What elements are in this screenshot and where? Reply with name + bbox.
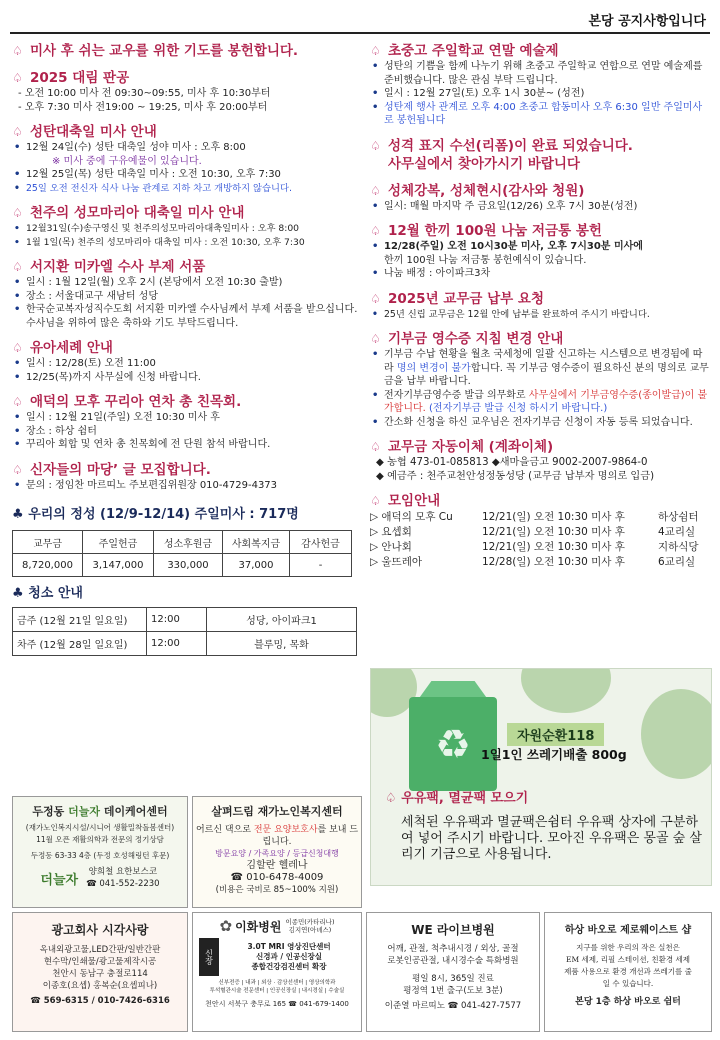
notice-line: • 장소 : 하상 쉼터 <box>12 425 358 439</box>
bell-icon: ♤ <box>12 44 23 58</box>
ad-ewha-hospital: ✿ 이화병원 이종민(카타리나) 김지연(아녜스) 신장 3.0T MRI 영상진단센터 신경과 / 인공신장실 종합건강검진센터 확장 신부전증 | 내과 | 외상 · 감상선센터 | 영상의학과 투석혈관시술 전문센터 | 인공신장실 | 내시경실 | 수술실 천안시 서북구 충무로 165 ☎ 041-679-1400 <box>192 912 362 1032</box>
bell-icon: ♤ <box>370 224 381 238</box>
leaf-decoration <box>521 668 611 713</box>
notice-tithe <box>370 290 712 322</box>
notice-line: • 일시 : 12월 27일(토) 오후 1시 30분~ (성전) <box>370 87 712 101</box>
highlight-text: (전자기부금 발급 신청 하시기 바랍니다.) <box>425 403 608 414</box>
table-header-cell: 성소후원금 <box>154 531 223 554</box>
recycle-box <box>370 668 712 886</box>
notice-benediction <box>370 182 712 214</box>
table-cell: 37,000 <box>223 554 290 577</box>
notice-line: • 25년 신립 교무금은 12월 안에 납부를 완료하여 주시기 바랍니다. <box>370 308 712 322</box>
table-cell: 8,720,000 <box>13 554 83 577</box>
section-title: 12월 한끼 100원 나눔 저금통 봉헌 <box>388 223 602 239</box>
notice-line: • 전자기부금영수증 발급 의무화로 사무실에서 기부금영수증(종이발급)이 불가합니다. (전자기부금 발급 신청 하시기 바랍니다.) <box>370 389 712 416</box>
recycle-banner: 자원순환118 <box>507 723 604 746</box>
notice-line: • 일시 : 12/28(토) 오전 11:00 <box>12 357 358 371</box>
notice-infant-baptism <box>12 339 358 384</box>
spade-icon: ♣ <box>12 507 24 522</box>
bell-icon: ♤ <box>12 462 23 477</box>
notice-arts-festival <box>370 42 712 128</box>
bell-icon: ♤ <box>12 206 23 220</box>
section-title: 기부금 영수증 지침 변경 안내 <box>388 331 564 347</box>
notice-line: • 12/28(주일) 오전 10시30분 미사, 오후 7시30분 미사에 <box>370 240 712 254</box>
bell-icon: ♤ <box>370 332 381 346</box>
list-item: ▷ 울뜨레아 12/28(일) 오전 10:30 미사 후 6교리실 <box>370 556 696 568</box>
page-header <box>0 0 720 34</box>
notice-line: • 1월 1일(목) 천주의 성모마리아 대축일 미사 : 오전 10:30, 오후 7:30 <box>12 236 358 250</box>
notice-line: • 12월 25일(목) 성탄 대축일 미사 : 오전 10:30, 오후 7:30 <box>12 168 358 182</box>
recycle-subbanner: 1일1인 쓰레기배출 800g <box>481 747 627 762</box>
notice-line: • 한국순교복자성직수도회 서지환 미카엘 수사님께서 부제 서품을 받으십니다. 수사님을 위하여 많은 축하와 기도 부탁드립니다. <box>12 303 358 330</box>
daycare-logo: 더늘자 <box>40 872 79 888</box>
bell-icon: ♤ <box>12 341 23 355</box>
bell-icon: ♤ <box>370 440 381 454</box>
table-header-cell: 주일헌금 <box>83 531 154 554</box>
notice-line: 한끼 100원 나눔 저금통 봉헌예식이 있습니다. <box>384 254 587 266</box>
header-divider <box>10 32 710 34</box>
notice-line: • 꾸리아 회합 및 연차 총 친목회에 전 단원 참석 바랍니다. <box>12 438 358 452</box>
section-title: 2025년 교무금 납부 요청 <box>388 290 545 307</box>
bell-icon: ♤ <box>370 44 381 58</box>
notice-line: • 성탄제 행사 관계로 오후 4:00 초중고 합동미사 오후 6:30 일반 주일미사 로 봉헌됩니다 <box>370 101 712 128</box>
notice-line: • 간소화 신청을 하신 교우님은 전자기부금 신청이 자동 등록 되었습니다. <box>370 416 712 430</box>
table-cell: 차주 (12월 28일 일요일) <box>13 632 147 656</box>
recycle-icon: ♻ <box>435 722 471 768</box>
notice-meetings <box>370 492 712 570</box>
notice-line: • 일시: 매월 마지막 주 금요일(12/26) 오후 7시 30분(성전) <box>370 200 712 214</box>
table-header-cell: 교무금 <box>13 531 83 554</box>
table-header-cell: 감사헌금 <box>290 531 352 554</box>
left-column <box>12 42 358 656</box>
page-title: 본당 공지사항입니다 <box>588 14 706 29</box>
notice-line: • 문의 : 정임찬 마르띠노 주보편집위원장 010-4729-4373 <box>12 479 358 493</box>
section-title: 서지환 미카엘 수사 부제 서품 <box>30 259 206 275</box>
notice-christmas-mass <box>12 123 358 195</box>
table-cell: 블루밍, 목화 <box>207 632 357 656</box>
section-title: 천주의 성모마리아 대축일 미사 안내 <box>30 205 245 221</box>
notice-line: • 12/25(목)까지 사무실에 신청 바랍니다. <box>12 371 358 385</box>
table-header-cell: 사회복지금 <box>223 531 290 554</box>
ad-daycare: 두정동 더늘자 데이케어센터 (재가노인복지시설/시니어 생활밀착돌봄센터) 11월 오픈 재활의학과 전문의 정기상담 두정동 63-33 4층 (두정 호성해링턴 후문) 더늘자 양희철 요한보스코 ☎ 041-552-2230 <box>12 796 188 908</box>
bell-icon: ♤ <box>385 791 402 806</box>
highlight-text: 명의 변경이 불가 <box>396 362 471 374</box>
notice-line: • 일시 : 1월 12일(월) 오후 2시 (본당에서 오전 10:30 출발) <box>12 276 358 290</box>
offering-title: 우리의 정성 (12/9-12/14) 주일미사 : 717명 <box>28 507 299 522</box>
table-cell: 3,147,000 <box>83 554 154 577</box>
cleaning-table <box>12 607 357 656</box>
table-cell: 330,000 <box>154 554 223 577</box>
table-cell: - <box>290 554 352 577</box>
ad-advertising: 광고회사 시각사랑 옥내외광고물,LED간판/일반간판 현수막/인쇄물/광고물제작시공 천안시 동남구 충절로114 이종호(요셉) 홍복순(요셉피나) ☎ 569-6315 / 010-7426-6316 <box>12 912 188 1032</box>
section-title: 교무금 자동이체 (계좌이체) <box>388 439 554 455</box>
bell-icon: ♤ <box>12 260 23 274</box>
section-title: 성격 표지 수선(리폼)이 완료 되었습니다. <box>388 137 633 154</box>
notice-line: - 오후 7:30 미사 전19:00 ~ 19:25, 미사 후 20:00부터 <box>18 101 268 113</box>
bell-icon: ♤ <box>370 138 381 153</box>
notice-piggybank <box>370 222 712 281</box>
section-title: 2025 대림 판공 <box>30 70 130 86</box>
notice-line: • 일시 : 12월 21일(주일) 오전 10:30 미사 후 <box>12 411 358 425</box>
notice-line: • 나눔 배정 : 아이파크3차 <box>370 267 712 281</box>
bell-icon: ♤ <box>12 125 23 139</box>
table-header-row <box>13 531 352 554</box>
table-cell: 12:00 <box>147 632 207 656</box>
table-cell: 성당, 아이파크1 <box>207 608 357 632</box>
notice-line: • 기부금 수납 현황을 월초 국세청에 일괄 신고하는 시스템으로 변경됨에 따라 명의 변경이 불가합니다. 꼭 기부금 영수증이 필요하신 분의 명의로 교무금을 납부 바랍니다. <box>370 348 712 389</box>
notice-line: ◆ 농협 473-01-085813 ◆새마을금고 9002-2007-9864-0 <box>376 457 648 468</box>
notice-autopay <box>370 438 712 483</box>
bell-icon: ♤ <box>370 291 381 306</box>
notice-donation-receipt <box>370 330 712 429</box>
table-cell: 12:00 <box>147 608 207 632</box>
bell-icon: ♤ <box>12 71 23 85</box>
bell-icon: ♤ <box>370 494 381 508</box>
meeting-list <box>370 510 712 570</box>
list-item: ▷ 요셉회 12/21(일) 오전 10:30 미사 후 4교리실 <box>370 526 696 538</box>
table-cell: 금주 (12월 21일 일요일) <box>13 608 147 632</box>
notice-line: - 오전 10:00 미사 전 09:30~09:55, 미사 후 10:30부터 <box>18 88 271 99</box>
notice-line: • 장소 : 서울대교구 새남터 성당 <box>12 290 358 304</box>
section-title: 성탄대축일 미사 안내 <box>30 124 157 140</box>
hospital-logo-icon: ✿ <box>219 917 233 935</box>
bell-icon: ♤ <box>12 395 23 409</box>
highlight-text: 사무실에서 기부금영수증(종이발급)이 불가합니다. <box>384 389 708 414</box>
offering-table <box>12 530 352 577</box>
notice-line: • 성탄의 기쁨을 함께 나누기 위해 초중고 주일학교 연합으로 연말 예술제를 준비했습니다. 많은 관심 부탁 드립니다. <box>370 60 712 87</box>
section-title: 사무실에서 찾아가시기 바랍니다 <box>388 155 580 172</box>
spade-icon: ♣ <box>12 586 24 601</box>
notice-ordination <box>12 258 358 330</box>
notice-curia-meeting <box>12 393 358 452</box>
notice-confession <box>12 69 358 114</box>
table-row <box>13 554 352 577</box>
bell-icon: ♤ <box>370 183 381 198</box>
notice-line: • 12월31일(수)송구영신 및 천주의성모마리아대축일미사 : 오후 8:00 <box>12 222 358 236</box>
table-row <box>13 608 357 632</box>
section-title: 애덕의 모후 꾸리아 연차 총 친목회. <box>30 394 242 410</box>
notice-line: ◆ 예금주 : 천주교천안성정동성당 (교무금 납부자 명의로 입금) <box>376 470 655 482</box>
leaf-decoration <box>641 689 712 779</box>
recycle-text: 세척된 우유팩과 멸균팩은쉼터 우유팩 상자에 구분하여 넣어 주시기 바랍니다. 모아진 우유팩은 몽골 숲 살리기 기금으로 사용됩니다. <box>401 815 702 862</box>
notice-line: • 12월 24일(수) 성탄 대축일 성야 미사 : 오후 8:00 <box>12 141 358 155</box>
kidney-badge: 신장 <box>199 938 219 976</box>
list-item: ▷ 애덕의 모후 Cu 12/21(일) 오전 10:30 미사 후 하상쉼터 <box>370 511 699 523</box>
section-title: 초중고 주일학교 연말 예술제 <box>388 43 559 59</box>
ad-zero-waste-shop: 하상 바오로 제로웨이스트 샵 지구를 위한 우리의 작은 실천은 EM 세제, 리필 스테이션, 친환경 세제 제품 사용으로 환경 개선과 쓰레기를 줄 일 수 있습니다. 본당 1층 하상 바오로 쉼터 <box>544 912 712 1032</box>
notice-prayer <box>12 42 358 60</box>
cleaning-title: 청소 안내 <box>28 586 83 601</box>
right-column <box>370 42 712 579</box>
ad-homecare: 살펴드림 재가노인복지센터 어르신 댁으로 전문 요양보호사를 보내 드립니다. 방문요양 / 가족요양 / 등급신청대행 김할란 헬레나 ☎ 010-6478-4009 (비용은 국비로 85~100% 지원) <box>192 796 362 908</box>
recycle-title: 우유팩, 멸균팩 모으기 <box>401 791 529 806</box>
section-title: 모임안내 <box>388 493 441 509</box>
section-title: 미사 후 쉬는 교우를 위한 기도를 봉헌합니다. <box>30 43 299 59</box>
section-title: 성체강복, 성체현시(감사와 청원) <box>388 182 585 199</box>
notice-mary-mass <box>12 204 358 249</box>
notice-writing-call <box>12 461 358 493</box>
table-row <box>13 632 357 656</box>
section-title: 유아세례 안내 <box>30 340 113 356</box>
list-item: ▷ 안나회 12/21(일) 오전 10:30 미사 후 지하식당 <box>370 541 699 553</box>
notice-bible-cover <box>370 137 712 173</box>
section-title: 신자들의 마당’ 글 모집합니다. <box>30 461 211 478</box>
notice-line: ※ 미사 중에 구유예물이 있습니다. <box>52 155 202 167</box>
notice-line: • 25일 오전 전신자 식사 나눔 관계로 지하 차고 개방하지 않습니다. <box>12 182 358 196</box>
ad-we-live-hospital: WE 라이브병원 어깨, 관절, 척추내시경 / 외상, 골절 로봇인공관절, 내시경수술 특화병원 평일 8시, 365일 진료 평정역 1번 출구(도보 3분) 이준열 마르띠노 ☎ 041-427-7577 <box>366 912 540 1032</box>
